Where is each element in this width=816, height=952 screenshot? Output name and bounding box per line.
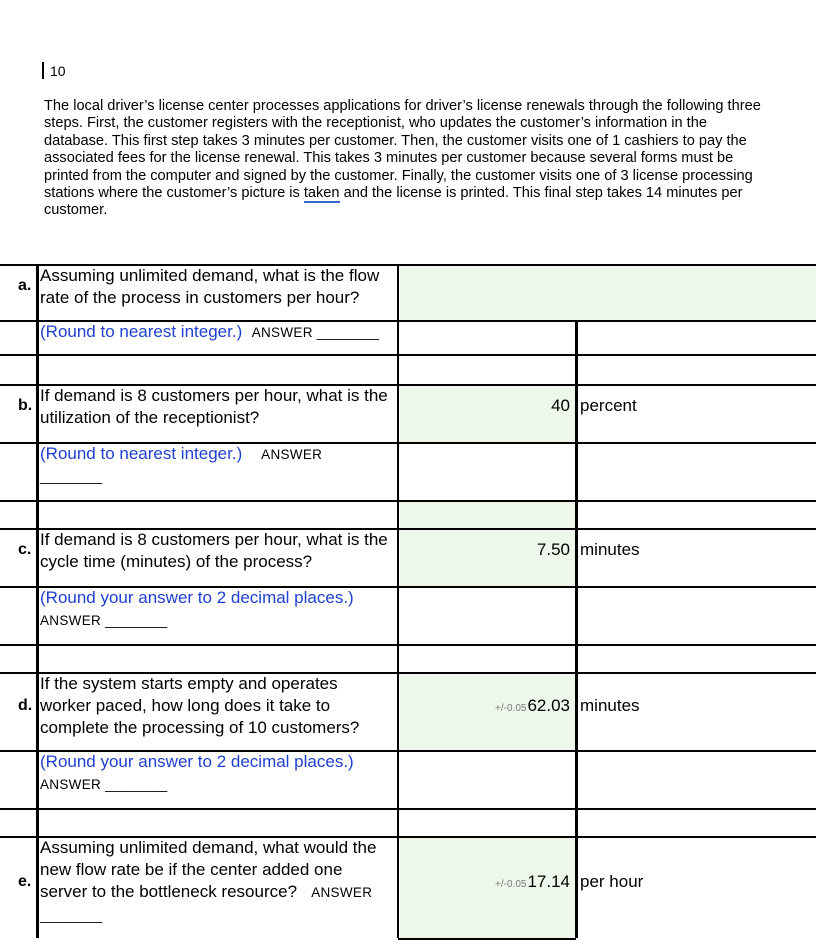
question-d-instruction: (Round your answer to 2 decimal places.) [40,752,354,771]
question-letter-e: e. [18,873,32,890]
answer-number-e: 17.14 [527,872,570,891]
answer-unit-e: per hour [580,872,644,891]
table-rule [0,354,816,356]
question-letter-c: c. [18,541,32,558]
table-rule [0,500,816,502]
question-d-answer-label: ANSWER ________ [40,777,168,792]
question-letter-a: a. [18,277,32,294]
column-rule [575,320,578,938]
question-a-instruction: (Round to nearest integer.) [40,322,243,341]
question-d-text: If the system starts empty and operates worker paced, how long does it take to complete the processing of 10 customers? [40,674,360,737]
question-a-answer-label: ANSWER ________ [251,325,380,340]
question-e-answer-blank: ________ [40,908,103,923]
question-e-answer-label: ANSWER [311,885,373,900]
question-b-answer-label: ANSWER [261,447,323,462]
question-b-instruction-line [40,443,390,466]
question-marker [42,62,44,79]
answer-unit-d: minutes [580,696,640,715]
question-number [42,62,66,79]
answer-unit-b: percent [580,396,637,415]
answer-cell-c-top [400,502,575,528]
table-rule [398,938,576,940]
question-e-question: Assuming unlimited demand, what would the new flow rate be if the center added one server to the bottleneck resource? [40,838,377,901]
problem-text-end: and the license is printed. This final step takes 14 minutes per customer. [44,185,743,219]
column-rule [36,264,39,938]
question-letter-d: d. [18,697,33,714]
question-a-text: Assuming unlimited demand, what is the flow rate of the process in customers per hour? [40,266,380,307]
table-rule [0,808,816,810]
answer-number-d: 62.03 [527,696,570,715]
table-rule [0,644,816,646]
question-a-instruction-line [40,321,390,344]
underlined-word: taken [303,185,340,202]
question-letter-b: b. [18,397,33,414]
problem-text-start: The local driver’s license center processes applications for driver’s license renewals through the following three steps. First, the customer registers with the receptionist, who updates the customer’s information in the database. This first step takes 3 minutes per customer. Then, the customer visits one of 1 cashiers to pay the associated fees for the license renewal. This takes 3 minutes per customer because several forms must be printed from the computer and signed by the customer. Finally, the customer visits one of 3 license processing stations where the customer’s picture is [44,98,761,202]
question-c-instruction: (Round your answer to 2 decimal places.) [40,588,354,607]
column-rule [397,264,399,938]
answer-cell-b [400,386,575,442]
question-b-answer-blank: ________ [40,469,103,484]
tolerance-e: +/-0.05 [495,879,527,890]
answer-value-d [495,696,570,716]
question-c-answer-label: ANSWER ________ [40,613,168,628]
tolerance-d: +/-0.05 [495,703,527,714]
question-e-text [40,837,390,904]
question-b-text: If demand is 8 customers per hour, what is the utilization of the receptionist? [40,386,388,427]
question-number-text: 10 [50,63,66,79]
answer-cell-a [400,266,816,320]
answer-unit-c: minutes [580,540,640,559]
answer-value-c: 7.50 [536,540,570,559]
answer-value-b: 40 [551,396,570,415]
problem-statement [44,98,774,220]
answer-value-e [495,872,570,892]
question-b-instruction: (Round to nearest integer.) [40,444,243,463]
question-c-text: If demand is 8 customers per hour, what is the cycle time (minutes) of the process? [40,530,388,571]
